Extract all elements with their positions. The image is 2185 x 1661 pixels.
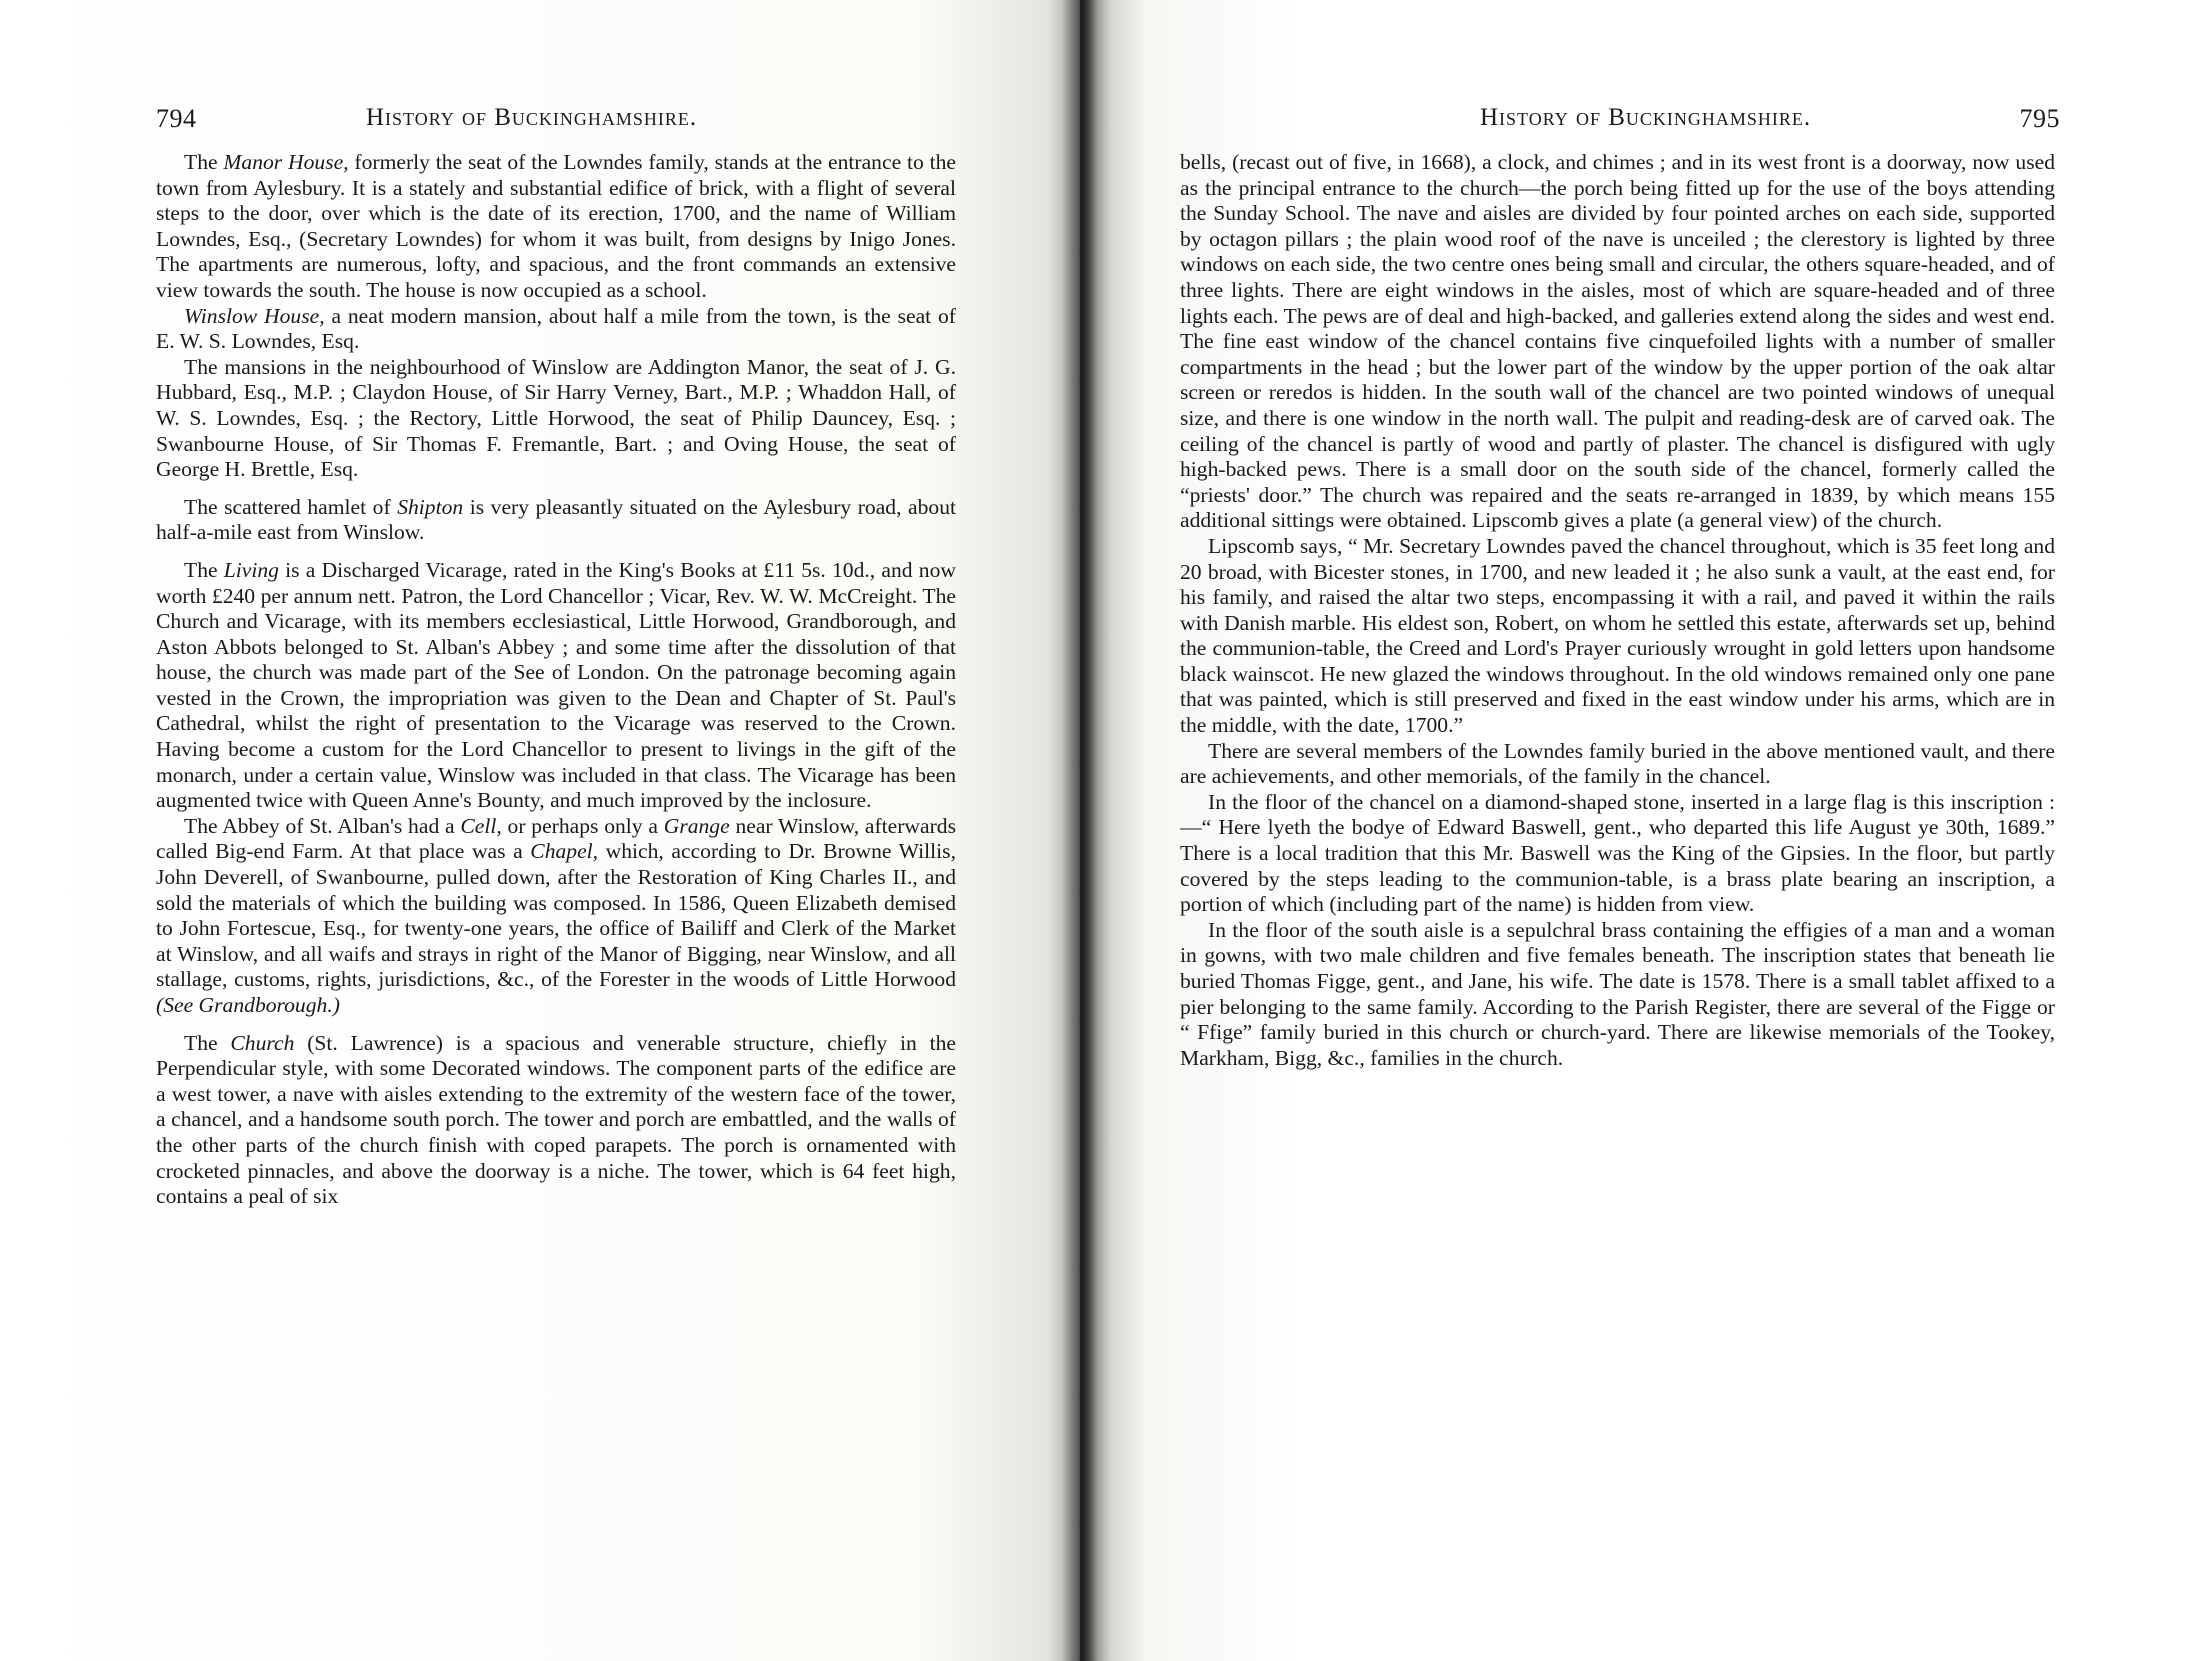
text-run: is a Discharged Vicarage, rated in the King's Books at £11 5s. 10d., and now worth £240 per annum nett. Patron, the Lord Chancellor ; Vicar, Rev. W. W. McCreight. The Church and Vicarage, with its members ecclesiastical, Little Horwood, Grandborough, and Aston Abbots belonged to St. Alban's Abbey ; and some time after the dissolution of that house, the church was made part of the See of London. On the patronage becoming again vested in the Crown, the impropriation was given to the Dean and Chapter of St. Paul's Cathedral, whilst the right of presentation to the Vicarage was reserved to the Crown. Having become a custom for the Lord Chancellor to present to livings in the gift of the monarch, under a certain value, Winslow was included in that class. The Vicarage has been augmented twice with Queen Anne's Bounty, and much improved by the inclosure. xyxy=(156,557,956,813)
italic-text: (See Grandborough.) xyxy=(156,993,340,1017)
text-run: is very pleasantly situated on the Aylesbury road, about half-a-mile east from Winslow. xyxy=(156,494,956,545)
right-page xyxy=(1080,0,2185,1661)
italic-text: Chapel, xyxy=(530,839,599,864)
paragraph xyxy=(1180,918,2055,1072)
text-run: The xyxy=(184,1030,231,1055)
paragraph xyxy=(156,1031,956,1210)
paragraph xyxy=(1180,739,2055,790)
paragraph xyxy=(156,558,956,814)
text-run: a neat modern mansion, about half a mile from the town, is the seat of E. W. S. Lowndes, Esq. xyxy=(156,303,956,354)
paragraph xyxy=(156,495,956,546)
text-run: In the floor of the chancel on a diamond-shaped stone, inserted in a large flag is this inscription :—“ Here lyeth the bodye of Edward Baswell, gent., who departed this life August ye 30th, 1689.” There is a local tradition that this Mr. Baswell was the King of the Gipsies. In the floor, but partly covered by the steps leading to the communion-table, is a brass plate bearing an inscription, a portion of which (including part of the name) is hidden from view. xyxy=(1180,789,2055,917)
text-run: formerly the seat of the Lowndes family, stands at the entrance to the town from Aylesbury. It is a stately and substantial edifice of brick, with a flight of several steps to the door, over which is the date of its erection, 1700, and the name of William Lowndes, Esq., (Secretary Lowndes) for whom it was built, from designs by Inigo Jones. The apartments are numerous, lofty, and spacious, and the front commands an extensive view towards the south. The house is now occupied as a school. xyxy=(156,150,956,302)
text-run: The Abbey of St. Alban's had a xyxy=(184,813,461,838)
book-gutter xyxy=(1062,0,1098,1661)
paragraph xyxy=(1180,534,2055,739)
running-title: History of Buckinghamshire. xyxy=(1480,104,1812,131)
text-run: There are several members of the Lowndes family buried in the above mentioned vault, and there are achievements, and other memorials, of the family in the chancel. xyxy=(1180,738,2055,789)
text-run: The mansions in the neighbourhood of Winslow are Addington Manor, the seat of J. G. Hubbard, Esq., M.P. ; Claydon House, of Sir Harry Verney, Bart., M.P. ; Whaddon Hall, of W. S. Lowndes, Esq. ; the Rectory, Little Horwood, the seat of Philip Dauncey, Esq. ; Swanbourne House, of Sir Thomas F. Fremantle, Bart. ; and Oving House, the seat of George H. Brettle, Esq. xyxy=(156,354,956,482)
italic-text: Grange xyxy=(663,813,730,838)
page-number: 794 xyxy=(156,104,197,133)
paragraph xyxy=(156,304,956,355)
paragraph xyxy=(156,814,956,1019)
running-head-right xyxy=(1180,104,2060,144)
text-run: near Winslow, afterwards called Big-end Farm. At that place was a xyxy=(156,813,956,864)
italic-text: Shipton xyxy=(397,494,464,519)
text-run: The xyxy=(184,557,224,582)
running-head-left xyxy=(156,104,956,144)
running-title: History of Buckinghamshire. xyxy=(366,104,698,131)
italic-text: Church xyxy=(230,1030,295,1055)
text-run: In the floor of the south aisle is a sepulchral brass containing the effigies of a man and a woman in gowns, with two male children and five females beneath. The inscription states that beneath lie buried Thomas Figge, gent., and Jane, his wife. The date is 1578. There is a small tablet affixed to a pier belonging to the same family. According to the Parish Register, there are several of the Figge or “ Ffige” family buried in this church or church-yard. There are likewise memorials of the Tookey, Markham, Bigg, &c., families in the church. xyxy=(1180,917,2055,1070)
paragraph xyxy=(156,150,956,304)
text-run: The scattered hamlet of xyxy=(184,494,398,519)
italic-text: Winslow House, xyxy=(184,303,325,328)
paragraph xyxy=(1180,150,2055,534)
text-run: The xyxy=(184,150,224,174)
text-run: Lipscomb says, “ Mr. Secretary Lowndes paved the chancel throughout, which is 35 feet long and 20 broad, with Bicester stones, in 1700, and new leaded it ; he also sunk a vault, at the east end, for his family, and raised the altar two steps, encompassing it with a rail, and paved it within the rails with Danish marble. His eldest son, Robert, on whom he settled this estate, afterwards set up, behind the communion-table, the Creed and Lord's Prayer curiously wrought in gold letters upon handsome black wainscot. He new glazed the windows throughout. In the old windows remained only one pane that was painted, which is still preserved and fixed in the east window under his arms, which are in the middle, with the date, 1700.” xyxy=(1180,533,2055,738)
italic-text: Cell, xyxy=(460,813,502,838)
italic-text: Living xyxy=(223,557,279,582)
right-page-body xyxy=(1180,150,2055,1071)
paragraph xyxy=(1180,790,2055,918)
page-number: 795 xyxy=(2019,104,2060,133)
left-page-body xyxy=(156,150,956,1210)
text-run: bells, (recast out of five, in 1668), a clock, and chimes ; and in its west front is a doorway, now used as the principal entrance to the church—the porch being fitted up for the use of the boys attending the Sunday School. The nave and aisles are divided by four pointed arches on each side, supported by octagon pillars ; the plain wood roof of the nave is unceiled ; the clerestory is lighted by three windows on each side, the two centre ones being small and circular, the others square-headed, and of three lights. There are eight windows in the aisles, most of which are square-headed and of three lights each. The pews are of deal and high-backed, and galleries extend along the sides and west end. The fine east window of the chancel contains five cinquefoiled lights with a number of smaller compartments in the head ; but the lower part of the window by the upper portion of the oak altar screen or reredos is hidden. In the south wall of the chancel are two pointed windows of unequal size, and there is one window in the north wall. The pulpit and reading-desk are of carved oak. The ceiling of the chancel is partly of wood and partly of plaster. The chancel is disfigured with ugly high-backed pews. There is a small door on the south side of the chancel, formerly called the “priests' door.” The church was repaired and the seats re-arranged in 1839, by which means 155 additional sittings were obtained. Lipscomb gives a plate (a general view) of the church. xyxy=(1180,150,2055,533)
text-run: which, according to Dr. Browne Willis, John Deverell, of Swanbourne, pulled down, after the Restoration of King Charles II., and sold the materials of which the building was composed. In 1586, Queen Elizabeth demised to John Fortescue, Esq., for twenty-one years, the office of Bailiff and Clerk of the Market at Winslow, and all waifs and strays in right of the Manor of Bigging, near Winslow, and all stallage, customs, rights, jurisdictions, &c., of the Forester in the woods of Little Horwood xyxy=(156,839,956,992)
italic-text: Manor House, xyxy=(223,150,349,174)
text-run: or perhaps only a xyxy=(501,813,664,838)
paragraph xyxy=(156,355,956,483)
text-run: (St. Lawrence) is a spacious and venerable structure, chiefly in the Perpendicular style, with some Decorated windows. The component parts of the edifice are a west tower, a nave with aisles extending to the extremity of the western face of the tower, a chancel, and a handsome south porch. The tower and porch are embattled, and the walls of the other parts of the church finish with coped parapets. The porch is ornamented with crocketed pinnacles, and above the doorway is a niche. The tower, which is 64 feet high, contains a peal of six xyxy=(156,1030,956,1209)
left-page xyxy=(0,0,1080,1661)
